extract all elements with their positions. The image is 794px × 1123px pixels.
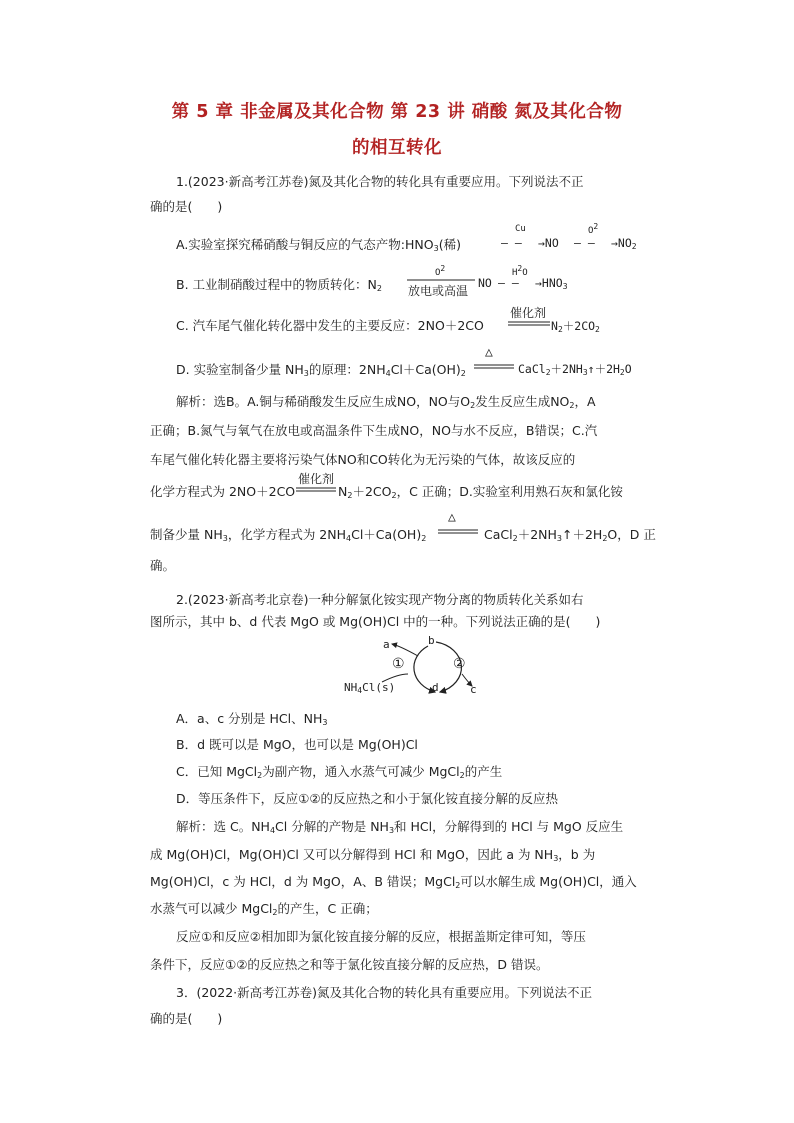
- chapter-title-line2: 的相互转化: [352, 138, 442, 158]
- q2-label-d: d: [432, 681, 439, 694]
- q1-a-arrow2-label: $O^2$: [588, 222, 599, 236]
- q1-c-products: $N_2+2CO_2$: [551, 319, 600, 334]
- q1-a-arrow1: — —: [501, 236, 522, 250]
- q1-analysis-line5b: $CaCl_2+2NH_3↑+2H_2O$，D 正: [484, 527, 656, 543]
- q1-option-b: B. 工业制硝酸过程中的物质转化：$N_2$: [176, 277, 382, 293]
- q2-label-b: b: [428, 634, 435, 647]
- chapter-title: 第 5 章 非金属及其化合物 第 23 讲 硝酸 氮及其化合物: [171, 102, 623, 122]
- q1-b-arrow1: [407, 279, 477, 283]
- q1-a-no2: $\to NO_2$: [611, 236, 637, 251]
- q1-stem-cont: 确的是( ): [150, 199, 223, 214]
- q2-analysis-line2: 成 Mg(OH)Cl，Mg(OH)Cl 又可以分解得到 HCl 和 MgO，因此 a 为 $NH_3$，b 为: [150, 847, 596, 863]
- q2-analysis-line3: Mg(OH)Cl，c 为 HCl，d 为 MgO，A、B 错误；MgCl$_2$可以水解生成 Mg(OH)Cl，通入: [150, 874, 637, 890]
- q2-label-c: c: [470, 683, 477, 696]
- q3-stem: 3．(2022·新高考江苏卷)氮及其化合物的转化具有重要应用。下列说法不正: [176, 985, 592, 1000]
- q1-option-d: D. 实验室制备少量 $NH_3$的原理：$2NH_4Cl+Ca(OH)_2$: [176, 362, 466, 378]
- q2-arrow-to-a: [392, 644, 418, 656]
- q1-d-equal-sign: [474, 364, 514, 370]
- q2-analysis-line6: 条件下，反应①②的反应热之和等于氯化铵直接分解的反应热，D 错误。: [150, 957, 549, 972]
- q1-c-catalyst: 催化剂: [510, 306, 547, 320]
- q1-analysis-catalyst: 催化剂: [298, 472, 335, 486]
- q1-b-no: NO: [478, 276, 492, 290]
- q2-label-reaction1: ①: [392, 656, 405, 672]
- q1-analysis-line2: 正确；B.氮气与氧气在放电或高温条件下生成NO，NO与水不反应，B错误；C.汽: [150, 423, 598, 438]
- q1-analysis-line5a: 制备少量 $NH_3$，化学方程式为 $2NH_4Cl+Ca(OH)_2$: [150, 527, 427, 543]
- q2-option-d: D．等压条件下，反应①②的反应热之和小于氯化铵直接分解的反应热: [176, 791, 559, 806]
- q1-stem: 1.(2023·新高考江苏卷)氮及其化合物的转化具有重要应用。下列说法不正: [176, 174, 584, 189]
- q1-option-a: A.实验室探究稀硝酸与铜反应的气态产物$:HNO_3$(稀): [176, 237, 461, 253]
- q1-b-cond: 放电或高温: [408, 284, 469, 298]
- q1-c-equal-sign: [508, 321, 550, 327]
- q2-stem: 2.(2023·新高考北京卷)一种分解氯化铵实现产物分离的物质转化关系如右: [176, 592, 584, 607]
- q2-option-a: A．a、c 分别是 HCl、$NH_3$: [176, 711, 328, 727]
- q1-a-no: →NO: [538, 236, 559, 250]
- q2-option-b: B．d 既可以是 MgO，也可以是 Mg(OH)Cl: [176, 737, 418, 752]
- q1-b-arrow1-label: $O^2$: [435, 264, 446, 278]
- q2-label-reaction2: ②: [453, 656, 466, 672]
- q1-b-hno3: $\to HNO_3$: [535, 276, 568, 291]
- q1-b-arrow2: — —: [498, 276, 519, 290]
- q1-analysis-heat: △: [448, 510, 456, 525]
- q2-option-c: C．已知 MgCl$_2$为副产物，通入水蒸气可减少 MgCl$_2$的产生: [176, 764, 503, 780]
- q1-analysis-equal-sign: [296, 487, 336, 493]
- q2-analysis: 解析：选 C。$NH_4Cl$ 分解的产物是 $NH_3$和 HCl，分解得到的 HCl 与 MgO 反应生: [176, 819, 624, 835]
- q3-stem-cont: 确的是( ): [150, 1011, 223, 1026]
- q1-analysis-equal-sign2: [438, 529, 478, 535]
- q1-a-arrow2: — —: [574, 236, 595, 250]
- q1-d-heat: △: [485, 345, 493, 360]
- q1-a-arrow1-label: Cu: [515, 224, 526, 234]
- q1-option-c: C. 汽车尾气催化转化器中发生的主要反应：2NO＋2CO: [176, 318, 484, 333]
- q2-label-a: a: [383, 638, 390, 651]
- q2-analysis-line5: 反应①和反应②相加即为氯化铵直接分解的反应，根据盖斯定律可知，等压: [176, 929, 586, 944]
- q1-b-arrow2-label: $H^2O$: [512, 264, 528, 278]
- q2-label-start: $NH_4Cl(s)$: [344, 681, 396, 695]
- q1-d-products: $CaCl_2+2NH_3↑+2H_2O$: [518, 362, 632, 377]
- q1-analysis-line4a: 化学方程式为 2NO＋2CO: [150, 484, 296, 499]
- q1-analysis-line4b: $N_2+2CO_2$，C 正确；D.实验室利用熟石灰和氯化铵: [338, 484, 623, 500]
- q1-analysis: 解析：选B。A.铜与稀硝酸发生反应生成NO，NO与$O_2$发生反应生成$NO_2$，A: [176, 394, 596, 410]
- q1-analysis-line3: 车尾气催化转化器主要将污染气体NO和CO转化为无污染的气体，故该反应的: [150, 452, 576, 467]
- q1-analysis-line6: 确。: [150, 558, 176, 573]
- q2-analysis-line4: 水蒸气可以减少 MgCl$_2$的产生，C 正确；: [150, 901, 378, 917]
- q2-stem-cont: 图所示，其中 b、d 代表 MgO 或 Mg(OH)Cl 中的一种。下列说法正确的是( ): [150, 614, 601, 629]
